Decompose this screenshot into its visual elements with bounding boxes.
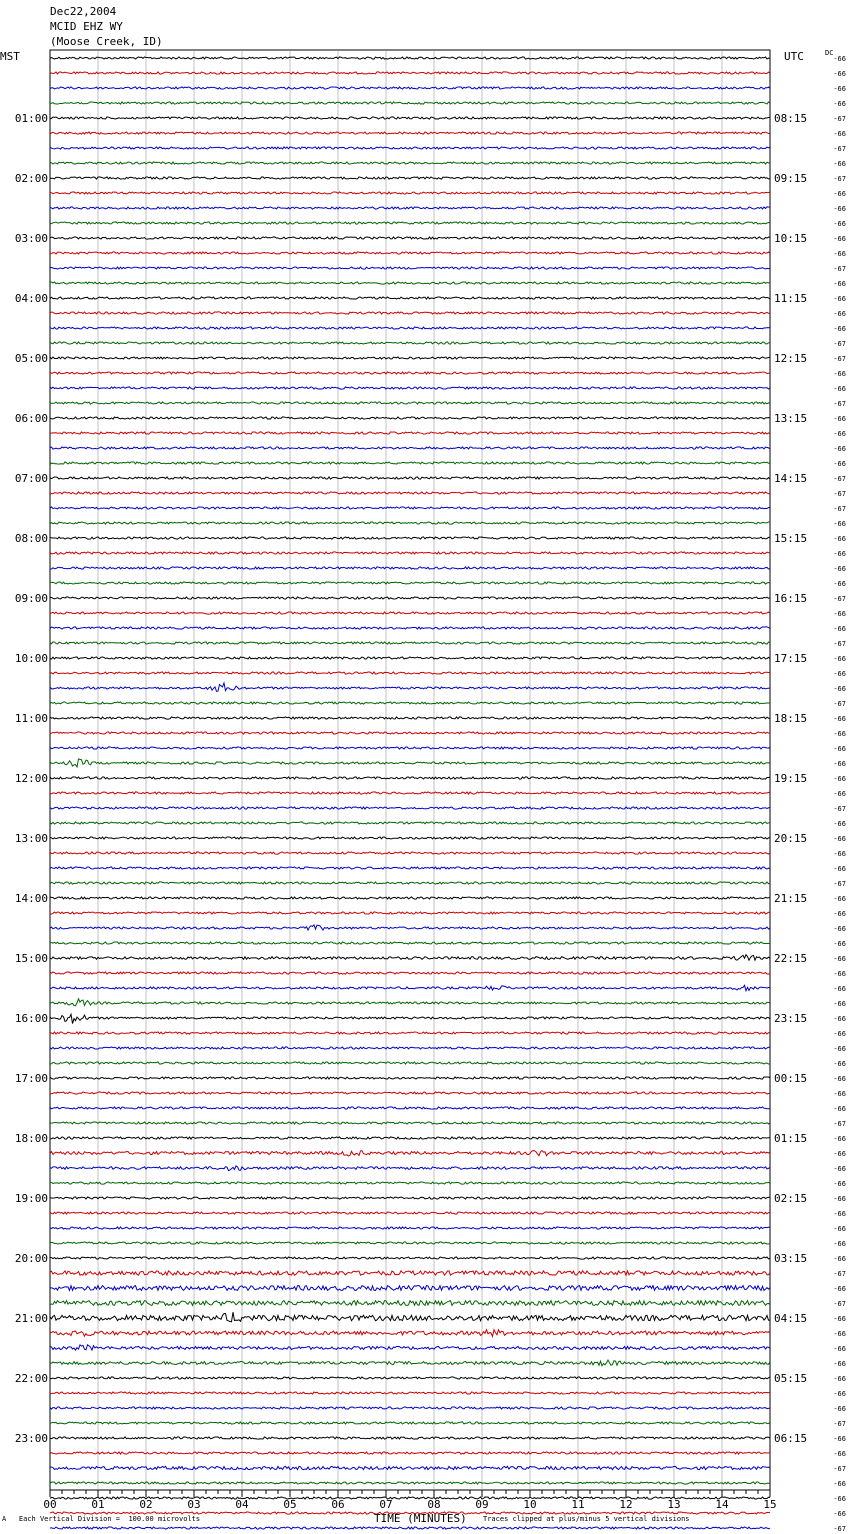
utc-hour-label: 12:15 [774, 352, 808, 365]
dc-offset-value: -66 [833, 1030, 846, 1038]
dc-offset-value: -66 [833, 1225, 846, 1233]
seismic-trace [50, 1286, 770, 1291]
seismic-trace [50, 1527, 770, 1529]
mst-hour-label: 12:00 [14, 772, 48, 785]
seismic-trace [50, 207, 770, 209]
dc-offset-value: -66 [833, 655, 846, 663]
seismic-trace [50, 582, 770, 584]
utc-hour-label: 16:15 [774, 592, 808, 605]
dc-offset-value: -67 [833, 805, 846, 813]
seismic-trace [50, 1062, 770, 1064]
seismic-trace [50, 912, 770, 914]
seismic-trace [50, 747, 770, 749]
seismic-trace [50, 237, 770, 239]
seismic-trace [50, 87, 770, 89]
mst-hour-label: 23:00 [14, 1432, 48, 1445]
seismic-trace [50, 1452, 770, 1454]
dc-offset-value: -66 [833, 1405, 846, 1413]
seismic-trace [50, 882, 770, 884]
mst-hour-label: 11:00 [14, 712, 48, 725]
mst-hour-label: 13:00 [14, 832, 48, 845]
mst-hour-label: 08:00 [14, 532, 48, 545]
seismic-trace [50, 642, 770, 644]
seismic-trace [50, 357, 770, 359]
seismic-trace [50, 1092, 770, 1094]
x-axis-label: TIME (MINUTES) [374, 1512, 467, 1525]
x-tick-label: 15 [763, 1498, 777, 1511]
seismic-trace [50, 537, 770, 539]
seismic-trace [50, 1047, 770, 1049]
utc-hour-label: 17:15 [774, 652, 808, 665]
seismic-trace [50, 1271, 770, 1275]
seismic-trace [50, 822, 770, 824]
dc-offset-value: -67 [833, 1300, 846, 1308]
utc-axis-label: UTC [784, 50, 804, 63]
seismic-trace [50, 657, 770, 659]
dc-offset-value: -66 [833, 1165, 846, 1173]
mst-hour-label: 19:00 [14, 1192, 48, 1205]
seismic-trace [50, 1212, 770, 1214]
mst-hour-label: 10:00 [14, 652, 48, 665]
seismic-trace [50, 282, 770, 284]
seismic-trace [50, 999, 770, 1006]
dc-offset-value: -66 [833, 1255, 846, 1263]
seismic-trace [50, 1107, 770, 1109]
x-tick-label: 07 [379, 1498, 393, 1511]
dc-offset-label: DC [825, 49, 834, 57]
x-tick-label: 04 [235, 1498, 249, 1511]
seismic-trace [50, 627, 770, 629]
dc-offset-value: -66 [833, 1510, 846, 1518]
x-tick-label: 01 [91, 1498, 105, 1511]
dc-offset-value: -66 [833, 1480, 846, 1488]
dc-offset-value: -66 [833, 580, 846, 588]
seismic-trace [50, 612, 770, 614]
seismic-trace [50, 417, 770, 419]
dc-offset-value: -66 [833, 850, 846, 858]
chart-date: Dec22,2004 [50, 5, 117, 18]
seismic-trace [50, 1437, 770, 1439]
mst-hour-label: 09:00 [14, 592, 48, 605]
mst-hour-label: 17:00 [14, 1072, 48, 1085]
dc-offset-value: -67 [833, 475, 846, 483]
utc-hour-label: 03:15 [774, 1252, 808, 1265]
seismic-trace [50, 683, 770, 691]
dc-offset-value: -66 [833, 1390, 846, 1398]
seismic-trace [50, 147, 770, 149]
seismic-trace [50, 717, 770, 719]
seismic-trace [50, 955, 770, 961]
dc-offset-value: -67 [833, 595, 846, 603]
dc-offset-value: -67 [833, 340, 846, 348]
seismic-trace [50, 552, 770, 554]
dc-offset-value: -67 [833, 355, 846, 363]
x-tick-label: 08 [427, 1498, 441, 1511]
seismic-trace [50, 1137, 770, 1139]
dc-offset-value: -66 [833, 925, 846, 933]
seismic-trace [50, 432, 770, 434]
mst-hour-label: 16:00 [14, 1012, 48, 1025]
dc-offset-value: -66 [833, 130, 846, 138]
dc-offset-value: -66 [833, 1360, 846, 1368]
seismic-trace [50, 1227, 770, 1229]
dc-offset-value: -66 [833, 835, 846, 843]
seismic-trace [50, 267, 770, 269]
seismic-trace [50, 597, 770, 599]
dc-offset-value: -66 [833, 370, 846, 378]
mst-hour-label: 22:00 [14, 1372, 48, 1385]
dc-offset-value: -67 [833, 1420, 846, 1428]
seismic-trace [50, 672, 770, 674]
seismic-trace [50, 1257, 770, 1259]
dc-offset-value: -66 [833, 1135, 846, 1143]
x-tick-label: 11 [571, 1498, 585, 1511]
dc-offset-value: -67 [833, 265, 846, 273]
mst-hour-label: 03:00 [14, 232, 48, 245]
dc-offset-value: -66 [833, 55, 846, 63]
seismic-trace [50, 1312, 770, 1322]
dc-offset-value: -66 [833, 1450, 846, 1458]
dc-offset-value: -67 [833, 1465, 846, 1473]
seismic-trace [50, 777, 770, 779]
dc-offset-value: -66 [833, 1240, 846, 1248]
dc-offset-value: -66 [833, 1315, 846, 1323]
seismic-trace [50, 402, 770, 404]
seismic-trace [50, 925, 770, 930]
seismic-trace [50, 1242, 770, 1244]
dc-offset-value: -66 [833, 820, 846, 828]
mst-hour-label: 05:00 [14, 352, 48, 365]
dc-offset-value: -66 [833, 445, 846, 453]
x-tick-label: 12 [619, 1498, 633, 1511]
scale-note [2, 1515, 200, 1523]
dc-offset-value: -66 [833, 685, 846, 693]
seismic-trace [50, 852, 770, 854]
dc-offset-value: -67 [833, 700, 846, 708]
dc-offset-value: -67 [833, 115, 846, 123]
dc-offset-value: -66 [833, 610, 846, 618]
dc-offset-value: -67 [833, 490, 846, 498]
dc-offset-value: -66 [833, 865, 846, 873]
dc-offset-value: -66 [833, 1075, 846, 1083]
seismic-trace [50, 897, 770, 899]
dc-offset-value: -66 [833, 1330, 846, 1338]
utc-hour-label: 05:15 [774, 1372, 808, 1385]
seismic-trace [50, 1377, 770, 1379]
mst-hour-label: 18:00 [14, 1132, 48, 1145]
mst-hour-label: 14:00 [14, 892, 48, 905]
seismic-trace [50, 1166, 770, 1171]
utc-hour-label: 11:15 [774, 292, 808, 305]
utc-hour-label: 06:15 [774, 1432, 808, 1445]
seismic-trace [50, 972, 770, 974]
dc-offset-value: -66 [833, 205, 846, 213]
seismic-trace [50, 792, 770, 794]
dc-offset-value: -66 [833, 1345, 846, 1353]
mst-hour-label: 04:00 [14, 292, 48, 305]
utc-hour-label: 21:15 [774, 892, 808, 905]
utc-hour-label: 14:15 [774, 472, 808, 485]
seismic-trace [50, 222, 770, 224]
utc-hour-label: 18:15 [774, 712, 808, 725]
dc-offset-value: -66 [833, 1375, 846, 1383]
dc-offset-value: -66 [833, 940, 846, 948]
dc-offset-value: -66 [833, 1285, 846, 1293]
seismic-trace [50, 477, 770, 479]
dc-offset-value: -67 [833, 1120, 846, 1128]
dc-offset-value: -66 [833, 460, 846, 468]
seismic-trace [50, 447, 770, 449]
seismic-trace [50, 759, 770, 767]
seismic-trace [50, 1077, 770, 1079]
dc-offset-value: -66 [833, 385, 846, 393]
x-tick-label: 02 [139, 1498, 153, 1511]
mst-hour-label: 02:00 [14, 172, 48, 185]
dc-offset-value: -66 [833, 280, 846, 288]
dc-offset-value: -66 [833, 70, 846, 78]
dc-offset-value: -66 [833, 775, 846, 783]
seismic-trace [50, 942, 770, 944]
x-tick-label: 03 [187, 1498, 201, 1511]
mst-hour-label: 01:00 [14, 112, 48, 125]
dc-offset-value: -66 [833, 985, 846, 993]
mst-axis-label: MST [0, 50, 20, 63]
dc-offset-value: -67 [833, 880, 846, 888]
seismic-trace [50, 1466, 770, 1469]
dc-offset-value: -67 [833, 1525, 846, 1533]
dc-offset-value: -67 [833, 505, 846, 513]
seismic-trace [50, 1497, 770, 1499]
seismic-trace [50, 867, 770, 869]
seismic-trace [50, 1345, 770, 1350]
mst-hour-label: 20:00 [14, 1252, 48, 1265]
dc-offset-value: -66 [833, 1000, 846, 1008]
seismic-trace [50, 132, 770, 134]
x-tick-label: 14 [715, 1498, 729, 1511]
seismic-trace [50, 327, 770, 329]
scale-note-text: Each Vertical Division = 100.00 microvolts [18, 1515, 201, 1523]
seismic-trace [50, 192, 770, 194]
utc-hour-label: 10:15 [774, 232, 808, 245]
seismic-trace [50, 1360, 770, 1366]
dc-offset-value: -67 [833, 175, 846, 183]
dc-offset-value: -66 [833, 100, 846, 108]
seismic-trace [50, 1182, 770, 1184]
seismic-trace [50, 312, 770, 314]
chart-station: MCID EHZ WY [50, 20, 123, 33]
seismic-trace [50, 252, 770, 254]
dc-offset-value: -66 [833, 1435, 846, 1443]
dc-offset-value: -66 [833, 415, 846, 423]
utc-hour-label: 01:15 [774, 1132, 808, 1145]
seismic-trace [50, 567, 770, 569]
seismic-trace [50, 1197, 770, 1199]
seismic-trace [50, 462, 770, 464]
seismic-trace [50, 387, 770, 389]
dc-offset-value: -66 [833, 1105, 846, 1113]
mst-hour-label: 07:00 [14, 472, 48, 485]
seismic-trace [50, 1422, 770, 1424]
dc-offset-value: -66 [833, 535, 846, 543]
mst-hour-label: 06:00 [14, 412, 48, 425]
dc-offset-value: -66 [833, 1045, 846, 1053]
dc-offset-value: -66 [833, 190, 846, 198]
dc-offset-value: -67 [833, 145, 846, 153]
seismic-trace [50, 507, 770, 509]
dc-offset-value: -66 [833, 670, 846, 678]
seismic-trace [50, 985, 770, 990]
dc-offset-value: -66 [833, 1015, 846, 1023]
dc-offset-value: -66 [833, 790, 846, 798]
x-tick-label: 00 [43, 1498, 57, 1511]
seismic-trace [50, 702, 770, 704]
seismic-trace [50, 57, 770, 59]
dc-offset-value: -66 [833, 895, 846, 903]
dc-offset-value: -66 [833, 730, 846, 738]
dc-offset-value: -66 [833, 310, 846, 318]
utc-hour-label: 19:15 [774, 772, 808, 785]
utc-hour-label: 13:15 [774, 412, 808, 425]
mst-hour-label: 15:00 [14, 952, 48, 965]
dc-offset-value: -66 [833, 295, 846, 303]
seismic-trace [50, 807, 770, 809]
x-tick-label: 05 [283, 1498, 297, 1511]
dc-offset-value: -66 [833, 1180, 846, 1188]
dc-offset-value: -66 [833, 220, 846, 228]
dc-offset-value: -66 [833, 1060, 846, 1068]
seismic-trace [50, 372, 770, 374]
seismic-trace [50, 732, 770, 734]
dc-offset-value: -66 [833, 85, 846, 93]
plot-frame [50, 50, 770, 1490]
seismic-trace [50, 1392, 770, 1394]
utc-hour-label: 23:15 [774, 1012, 808, 1025]
seismic-trace [50, 1151, 770, 1157]
utc-hour-label: 09:15 [774, 172, 808, 185]
seismic-trace [50, 1014, 770, 1023]
dc-offset-value: -66 [833, 430, 846, 438]
seismic-trace [50, 1482, 770, 1484]
dc-offset-value: -66 [833, 160, 846, 168]
dc-offset-value: -66 [833, 250, 846, 258]
seismic-trace [50, 72, 770, 74]
seismic-trace [50, 117, 770, 119]
dc-offset-value: -66 [833, 760, 846, 768]
dc-offset-value: -66 [833, 1210, 846, 1218]
chart-location: (Moose Creek, ID) [50, 35, 163, 48]
dc-offset-value: -67 [833, 400, 846, 408]
x-tick-label: 10 [523, 1498, 537, 1511]
seismic-trace [50, 1122, 770, 1124]
dc-offset-value: -66 [833, 1195, 846, 1203]
utc-hour-label: 20:15 [774, 832, 808, 845]
seismic-trace [50, 1301, 770, 1306]
mst-hour-label: 21:00 [14, 1312, 48, 1325]
utc-hour-label: 22:15 [774, 952, 808, 965]
dc-offset-value: -66 [833, 715, 846, 723]
dc-offset-value: -66 [833, 625, 846, 633]
seismic-trace [50, 1330, 770, 1337]
dc-offset-value: -66 [833, 955, 846, 963]
dc-offset-value: -66 [833, 910, 846, 918]
seismic-trace [50, 162, 770, 164]
utc-hour-label: 00:15 [774, 1072, 808, 1085]
dc-offset-value: -67 [833, 1270, 846, 1278]
seismic-trace [50, 837, 770, 839]
seismic-trace [50, 102, 770, 104]
seismic-trace [50, 492, 770, 494]
dc-offset-value: -66 [833, 565, 846, 573]
seismic-trace [50, 1407, 770, 1409]
seismic-trace [50, 522, 770, 524]
dc-offset-value: -66 [833, 325, 846, 333]
dc-offset-value: -66 [833, 970, 846, 978]
dc-offset-value: -66 [833, 520, 846, 528]
seismic-trace [50, 297, 770, 299]
dc-offset-value: -66 [833, 235, 846, 243]
x-tick-label: 09 [475, 1498, 489, 1511]
dc-offset-value: -66 [833, 1150, 846, 1158]
clip-note: Traces clipped at plus/minus 5 vertical divisions [483, 1515, 690, 1523]
dc-offset-value: -66 [833, 550, 846, 558]
dc-offset-value: -67 [833, 640, 846, 648]
dc-offset-value: -66 [833, 745, 846, 753]
utc-hour-label: 15:15 [774, 532, 808, 545]
x-tick-label: 13 [667, 1498, 681, 1511]
seismic-trace [50, 1032, 770, 1034]
utc-hour-label: 08:15 [774, 112, 808, 125]
seismic-trace [50, 342, 770, 344]
scale-mark: A [2, 1515, 7, 1523]
dc-offset-value: -66 [833, 1495, 846, 1503]
x-tick-label: 06 [331, 1498, 345, 1511]
utc-hour-label: 02:15 [774, 1192, 808, 1205]
dc-offset-value: -66 [833, 1090, 846, 1098]
seismic-trace [50, 177, 770, 179]
utc-hour-label: 04:15 [774, 1312, 808, 1325]
